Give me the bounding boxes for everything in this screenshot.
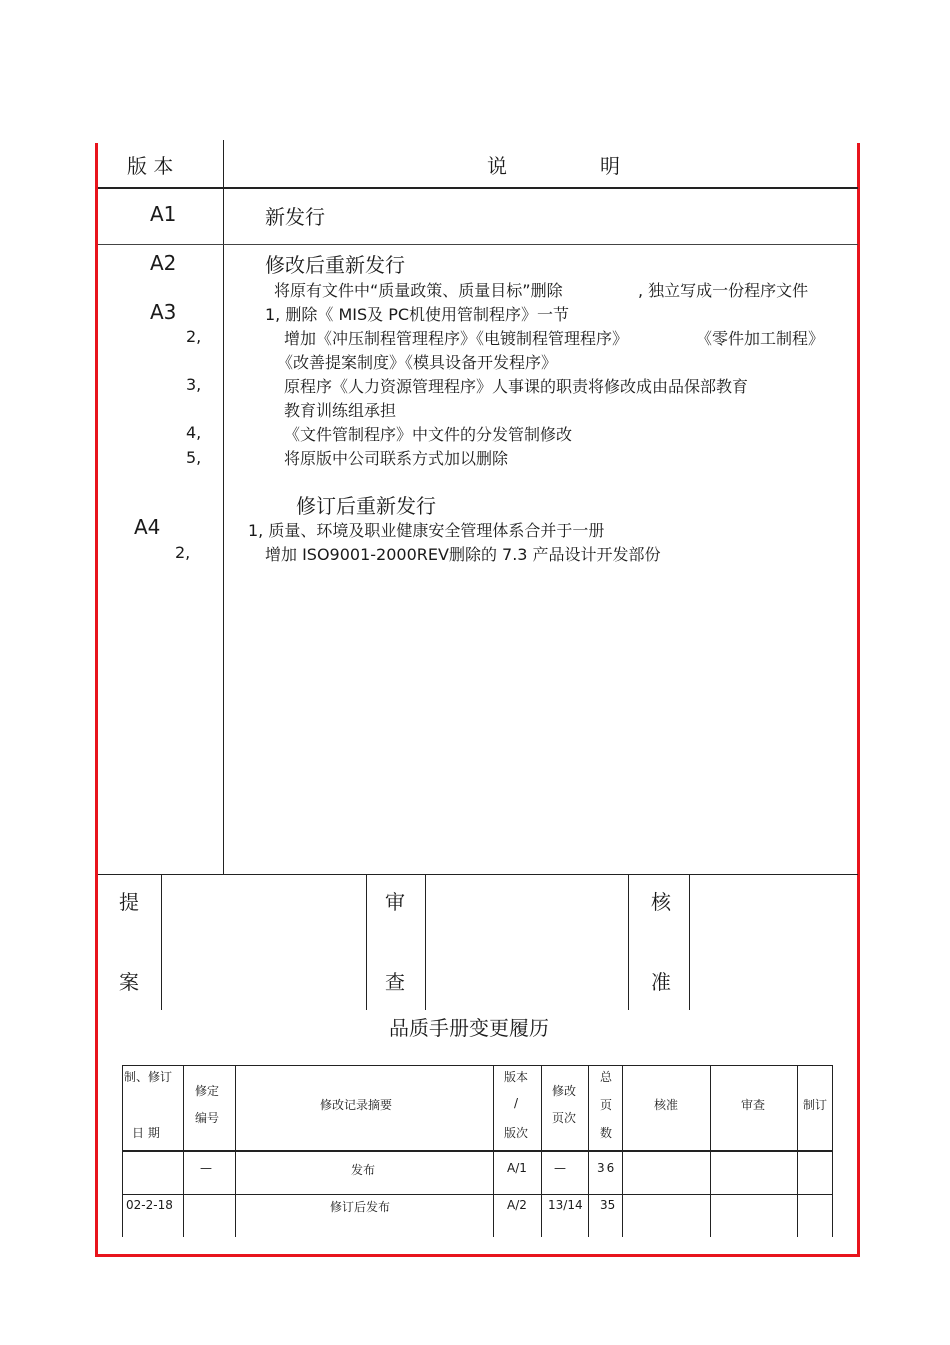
sign-divider-5 [689,875,690,1010]
review-label-1: 审 [385,890,405,914]
a4-item-1: 1, 质量、环境及职业健康安全管理体系合并于一册 [248,521,605,540]
a1-title: 新发行 [265,205,325,229]
history-col-line-5 [588,1065,589,1237]
history-col-line-9 [832,1065,833,1237]
history-header-date-2: 日 期 [132,1126,160,1140]
left-border [95,143,98,1255]
description-header-part1: 说 [487,154,507,178]
history-header-bottom-line [122,1150,832,1152]
a3-item-3-number: 3, [186,375,202,394]
a4-title: 修订后重新发行 [296,494,436,518]
history-header-version-3: 版次 [504,1126,529,1140]
history-col-line-4 [541,1065,542,1237]
version-a4: A4 [134,515,161,539]
history-header-summary: 修改记录摘要 [320,1098,393,1112]
history-header-date-1: 制、修订 [124,1070,173,1084]
review-label-2: 查 [385,970,405,994]
history-col-line-2 [235,1065,236,1237]
history-row-1-summary: 发布 [351,1163,376,1177]
sign-divider-3 [425,875,426,1010]
history-col-line-1 [183,1065,184,1237]
history-header-pages-1: 总 [600,1070,613,1084]
a3-item-2-number: 2, [186,327,202,346]
history-row-2-version: A/2 [507,1198,527,1212]
history-header-review: 审查 [741,1098,766,1112]
approve-label-2: 准 [651,970,671,994]
version-a2: A2 [150,251,177,275]
a3-item-4-text: 《文件管制程序》中文件的分发管制修改 [284,425,573,444]
description-header-part2: 明 [600,154,620,178]
history-header-version-1: 版本 [504,1070,529,1084]
history-header-revision-1: 修改 [552,1084,577,1098]
a2-line-1: 将原有文件中“质量政策、质量目标”删除 [274,281,563,300]
history-title: 品质手册变更履历 [389,1016,549,1040]
history-header-pages-2: 页 [600,1098,613,1112]
history-header-code-1: 修定 [195,1084,220,1098]
history-row-2-summary: 修订后发布 [330,1200,391,1214]
history-row-1-version: A/1 [507,1161,527,1175]
history-col-line-0 [122,1065,123,1237]
history-header-make: 制订 [803,1098,828,1112]
history-row-1-bottom-line [122,1194,832,1195]
history-header-pages-3: 数 [600,1126,613,1140]
sign-divider-4 [628,875,629,1010]
right-border [857,143,860,1255]
a2-line-1b: , 独立写成一份程序文件 [638,281,809,300]
history-header-code-2: 编号 [195,1111,220,1125]
history-header-revision-2: 页次 [552,1111,577,1125]
a3-item-5-text: 将原版中公司联系方式加以删除 [284,449,509,468]
version-column-divider [223,140,224,875]
a3-item-2-text-b: 《零件加工制程》 [696,329,825,348]
history-header-approve: 核准 [654,1098,679,1112]
history-col-line-3 [493,1065,494,1237]
history-row-1-code: — [200,1161,212,1175]
a2-title: 修改后重新发行 [265,253,405,277]
approve-label-1: 核 [651,890,671,914]
a3-item-1: 1, 删除《 MIS及 PC机使用管制程序》一节 [265,305,570,324]
history-row-2-date: 02-2-18 [126,1198,173,1212]
history-top-line [122,1065,832,1066]
history-col-line-7 [710,1065,711,1237]
version-a3: A3 [150,300,177,324]
version-a1: A1 [150,202,177,226]
a3-item-2-line-2: 《改善提案制度》《模具设备开发程序》 [277,353,558,372]
history-row-2-revision: 13/14 [548,1198,583,1212]
history-col-line-8 [797,1065,798,1237]
table-bottom-line [98,874,858,875]
sign-divider-2 [366,875,367,1010]
history-header-version-2: / [514,1096,519,1110]
bottom-border [95,1254,860,1257]
proposal-label-2: 案 [119,970,139,994]
a3-item-3-line-2: 教育训练组承担 [284,401,397,420]
a4-item-2-text: 增加 ISO9001-2000REV删除的 7.3 产品设计开发部份 [265,545,661,564]
history-row-2-pages: 35 [600,1198,616,1212]
sign-divider-1 [161,875,162,1010]
a3-item-3-text: 原程序《人力资源管理程序》人事课的职责将修改成由品保部教育 [284,377,749,396]
header-bottom-line [98,187,858,189]
a3-item-4-number: 4, [186,423,202,442]
version-header: 版 本 [127,154,174,178]
proposal-label-1: 提 [119,890,139,914]
a3-item-2-text: 增加《冲压制程管理程序》《电镀制程管理程序》 [284,329,629,348]
row-a1-bottom-line [98,244,858,245]
history-row-1-pages: 36 [597,1161,617,1175]
a3-item-5-number: 5, [186,448,202,467]
a4-item-2-number: 2, [175,543,191,562]
history-row-1-revision: — [554,1161,566,1175]
history-col-line-6 [622,1065,623,1237]
